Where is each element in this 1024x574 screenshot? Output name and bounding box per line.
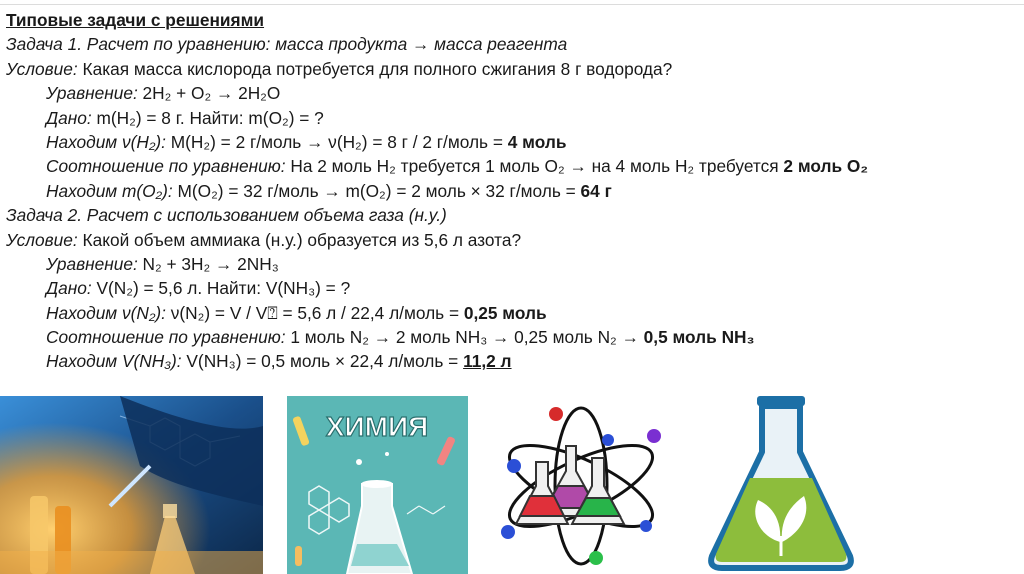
eco-flask <box>700 396 860 574</box>
step-label: Соотношение по уравнению: <box>46 327 286 348</box>
task2-step2 <box>6 325 1016 349</box>
step-result: 11,2 л <box>463 351 512 372</box>
step-label: Соотношение по уравнению: <box>46 156 286 177</box>
task2-heading: Задача 2. Расчет с использованием объема газа (н.у.) <box>6 205 447 226</box>
chemistry-poster <box>287 396 468 574</box>
condition-label: Условие: <box>6 229 78 250</box>
step-text: На 2 моль H₂ требуется 1 моль O₂ → на 4 моль H₂ требуется <box>285 156 784 177</box>
task1-step1 <box>6 130 1016 154</box>
eco-flask-icon <box>700 396 860 574</box>
task2-equation <box>6 252 1016 276</box>
step-text: M(O₂) = 32 г/моль → m(O₂) = 2 моль × 32 г/моль = <box>172 180 581 201</box>
slide-text <box>6 8 1016 374</box>
step-text: V(NH₃) = 0,5 моль × 22,4 л/моль = <box>181 351 464 372</box>
step-label: Находим V(NH₃): <box>46 351 182 372</box>
step-result: 64 г <box>580 180 612 201</box>
step-text: 1 моль N₂ → 2 моль NH₃ → 0,25 моль N₂ → <box>285 327 644 348</box>
step-result: 0,5 моль NH₃ <box>643 327 755 348</box>
lab-photo <box>0 396 263 574</box>
task1-heading: Задача 1. Расчет по уравнению: масса продукта → масса реагента <box>6 34 568 55</box>
equation-text: 2H₂ + O₂ → 2H₂O <box>137 83 281 104</box>
task1-step2 <box>6 154 1016 178</box>
given-text: m(H₂) = 8 г. Найти: m(O₂) = ? <box>91 107 324 128</box>
task1-step3 <box>6 179 1016 203</box>
chemistry-poster-icon <box>287 396 468 574</box>
task1-condition <box>6 57 1016 81</box>
step-label: Находим ν(H₂): <box>46 131 166 152</box>
top-divider <box>0 4 1024 5</box>
slide-title: Типовые задачи с решениями <box>6 10 265 30</box>
lab-photo-icon <box>0 396 263 574</box>
step-label: Находим m(O₂): <box>46 180 173 201</box>
atom-flasks-icon <box>496 396 666 574</box>
task1-equation <box>6 81 1016 105</box>
step-result: 2 моль O₂ <box>783 156 869 177</box>
step-text: M(H₂) = 2 г/моль → ν(H₂) = 8 г / 2 г/моль = <box>165 131 508 152</box>
task2-step1 <box>6 301 1016 325</box>
equation-label: Уравнение: <box>46 253 138 274</box>
task2-given <box>6 276 1016 300</box>
task1-given <box>6 106 1016 130</box>
equation-label: Уравнение: <box>46 83 138 104</box>
equation-text: N₂ + 3H₂ → 2NH₃ <box>137 253 279 274</box>
task2-condition <box>6 228 1016 252</box>
condition-text: Какая масса кислорода потребуется для полного сжигания 8 г водорода? <box>77 58 673 79</box>
atom-flasks <box>496 396 666 574</box>
given-label: Дано: <box>46 278 92 299</box>
step-text: ν(N₂) = V / V⍰ = 5,6 л / 22,4 л/моль = <box>165 302 464 323</box>
given-label: Дано: <box>46 107 92 128</box>
task2-step3 <box>6 349 1016 373</box>
given-text: V(N₂) = 5,6 л. Найти: V(NH₃) = ? <box>91 278 351 299</box>
condition-label: Условие: <box>6 58 78 79</box>
step-result: 4 моль <box>507 131 567 152</box>
step-label: Находим ν(N₂): <box>46 302 166 323</box>
step-result: 0,25 моль <box>463 302 547 323</box>
condition-text: Какой объем аммиака (н.у.) образуется из 5,6 л азота? <box>77 229 522 250</box>
poster-title: ХИМИЯ <box>325 411 429 442</box>
